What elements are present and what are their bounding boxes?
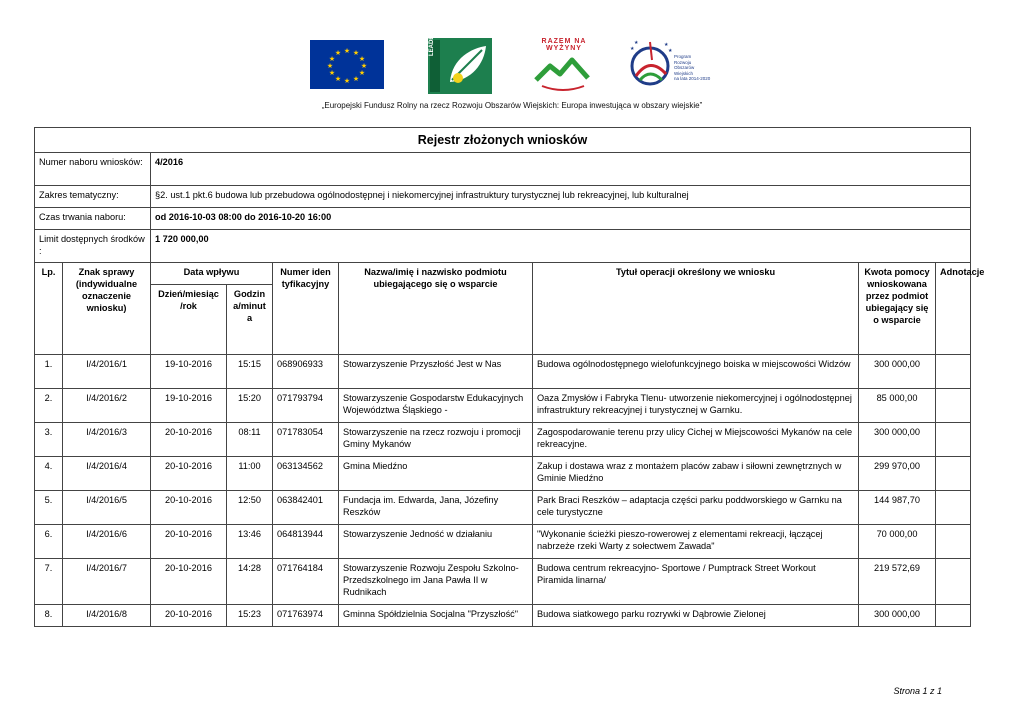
table-row <box>35 457 971 491</box>
cell-adnotacje <box>936 605 971 627</box>
cell-nazwa: Stowarzyszenie Przyszłość Jest w Nas <box>339 355 533 389</box>
cell-znak: I/4/2016/5 <box>63 491 151 525</box>
cell-numer: 063842401 <box>273 491 339 525</box>
prow-emblem-icon <box>628 36 674 94</box>
header-tytul-operacji: Tytuł operacji określony we wniosku <box>533 263 859 355</box>
title-row <box>35 128 971 153</box>
cell-dzien: 19-10-2016 <box>151 389 227 423</box>
cell-dzien: 20-10-2016 <box>151 525 227 559</box>
table-row <box>35 559 971 605</box>
cell-numer: 071783054 <box>273 423 339 457</box>
cell-lp: 2. <box>35 389 63 423</box>
cell-adnotacje <box>936 355 971 389</box>
svg-text:★: ★ <box>328 69 336 77</box>
cell-numer: 063134562 <box>273 457 339 491</box>
info-row-limit <box>35 230 971 263</box>
cell-lp: 7. <box>35 559 63 605</box>
prow-line-3: Obszarów <box>674 65 695 71</box>
nabor-value: 4/2016 <box>151 153 971 186</box>
cell-tytul: Zagospodarowanie terenu przy ulicy Cichej w Miejscowości Mykanów na cele rekreacyjne. <box>533 423 859 457</box>
prow-line-4: Wiejskich <box>674 70 694 76</box>
svg-text:★: ★ <box>334 49 342 57</box>
cell-dzien: 20-10-2016 <box>151 491 227 525</box>
cell-godzina: 13:46 <box>227 525 273 559</box>
svg-text:★: ★ <box>343 77 351 85</box>
header-adnotacje: Adnotacje <box>936 263 971 355</box>
limit-label: Limit dostępnych środków : <box>35 230 151 263</box>
table-row <box>35 525 971 559</box>
cell-tytul: "Wykonanie ścieżki pieszo-rowerowej z elementami rekreacji, łączącej nabrzeże rzeki Warty z sołectwem Zawada" <box>533 525 859 559</box>
cell-kwota: 300 000,00 <box>859 605 936 627</box>
svg-text:★: ★ <box>630 46 635 52</box>
cell-godzina: 11:00 <box>227 457 273 491</box>
cell-kwota: 144 987,70 <box>859 491 936 525</box>
prow-logo <box>628 36 714 94</box>
table-row <box>35 491 971 525</box>
cell-godzina: 08:11 <box>227 423 273 457</box>
svg-text:★: ★ <box>343 47 351 55</box>
svg-text:★: ★ <box>328 55 336 63</box>
svg-text:★: ★ <box>360 62 368 70</box>
czas-value: od 2016-10-03 08:00 do 2016-10-20 16:00 <box>151 208 971 230</box>
logo-strip <box>0 36 1024 96</box>
cell-nazwa: Fundacja im. Edwarda, Jana, Józefiny Reszków <box>339 491 533 525</box>
registry-table <box>34 127 985 627</box>
svg-text:★: ★ <box>326 62 334 70</box>
cell-lp: 3. <box>35 423 63 457</box>
svg-text:★: ★ <box>358 69 366 77</box>
eu-stars-icon <box>310 40 384 89</box>
cell-tytul: Park Braci Reszków – adaptacja części parku poddworskiego w Garnku na cele turystyczne <box>533 491 859 525</box>
program-motto: „Europejski Fundusz Rolny na rzecz Rozwoju Obszarów Wiejskich: Europa inwestująca w obszary wiejskie” <box>321 101 703 110</box>
cell-lp: 8. <box>35 605 63 627</box>
cell-tytul: Oaza Zmysłów i Fabryka Tlenu- utworzenie niekomercyjnej i ogólnodostępnej infrastruktury rekreacyjnej i turystycznej w Garnku. <box>533 389 859 423</box>
prow-line-2: Rozwoju <box>674 59 692 65</box>
prow-line-1: Program <box>674 54 692 59</box>
zakres-label: Zakres tematyczny: <box>35 186 151 208</box>
razem-na-wyzyny-logo <box>526 36 600 94</box>
cell-lp: 1. <box>35 355 63 389</box>
leader-leaf-icon <box>428 38 492 94</box>
cell-adnotacje <box>936 389 971 423</box>
cell-znak: I/4/2016/4 <box>63 457 151 491</box>
cell-znak: I/4/2016/8 <box>63 605 151 627</box>
cell-dzien: 20-10-2016 <box>151 423 227 457</box>
cell-numer: 068906933 <box>273 355 339 389</box>
cell-nazwa: Stowarzyszenie Jedność w działaniu <box>339 525 533 559</box>
cell-godzina: 14:28 <box>227 559 273 605</box>
cell-nazwa: Stowarzyszenie na rzecz rozwoju i promocji Gminy Mykanów <box>339 423 533 457</box>
cell-godzina: 15:20 <box>227 389 273 423</box>
header-row-1 <box>35 263 971 285</box>
cell-dzien: 20-10-2016 <box>151 559 227 605</box>
table-row <box>35 355 971 389</box>
header-kwota-pomocy: Kwota pomocy wnioskowana przez podmiot ubiegający się o wsparcie <box>859 263 936 355</box>
header-numer-identyfikacyjny: Numer iden tyfikacyjny <box>273 263 339 355</box>
info-row-czas <box>35 208 971 230</box>
cell-tytul: Zakup i dostawa wraz z montażem placów zabaw i siłowni zewnętrznych w Gminie Miedźno <box>533 457 859 491</box>
cell-znak: I/4/2016/3 <box>63 423 151 457</box>
table-row <box>35 605 971 627</box>
cell-znak: I/4/2016/6 <box>63 525 151 559</box>
svg-text:★: ★ <box>358 55 366 63</box>
cell-adnotacje <box>936 491 971 525</box>
svg-text:★: ★ <box>352 49 360 57</box>
cell-adnotacje <box>936 423 971 457</box>
page-number: Strona 1 z 1 <box>893 686 942 696</box>
limit-value: 1 720 000,00 <box>151 230 971 263</box>
cell-numer: 071763974 <box>273 605 339 627</box>
nabor-label: Numer naboru wniosków: <box>35 153 151 186</box>
cell-nazwa: Gminna Spółdzielnia Socjalna "Przyszłość" <box>339 605 533 627</box>
info-row-nabor <box>35 153 971 186</box>
cell-dzien: 19-10-2016 <box>151 355 227 389</box>
cell-lp: 6. <box>35 525 63 559</box>
info-row-zakres <box>35 186 971 208</box>
cell-nazwa: Stowarzyszenie Gospodarstw Edukacyjnych Województwa Śląskiego - <box>339 389 533 423</box>
prow-text <box>674 54 710 82</box>
cell-numer: 064813944 <box>273 525 339 559</box>
cell-adnotacje <box>936 457 971 491</box>
cell-tytul: Budowa ogólnodostępnego wielofunkcyjnego boiska w miejscowości Widzów <box>533 355 859 389</box>
registry-title: Rejestr złożonych wniosków <box>35 128 971 153</box>
prow-line-5: na lata 2014-2020 <box>674 76 711 82</box>
cell-dzien: 20-10-2016 <box>151 605 227 627</box>
svg-text:★: ★ <box>664 42 669 48</box>
cell-kwota: 219 572,69 <box>859 559 936 605</box>
razem-text: RAZEM NA WYŻYNY <box>541 38 587 52</box>
header-lp: Lp. <box>35 263 63 355</box>
cell-adnotacje <box>936 525 971 559</box>
table-row <box>35 389 971 423</box>
cell-tytul: Budowa siatkowego parku rozrywki w Dąbrowie Zielonej <box>533 605 859 627</box>
cell-godzina: 12:50 <box>227 491 273 525</box>
leader-logo <box>428 38 492 94</box>
cell-godzina: 15:15 <box>227 355 273 389</box>
header-znak-sprawy: Znak sprawy (indywidualne oznaczenie wniosku) <box>63 263 151 355</box>
cell-nazwa: Gmina Miedźno <box>339 457 533 491</box>
header-godzina: Godzin a/minut a <box>227 285 273 355</box>
cell-znak: I/4/2016/1 <box>63 355 151 389</box>
cell-kwota: 85 000,00 <box>859 389 936 423</box>
cell-adnotacje <box>936 559 971 605</box>
cell-kwota: 300 000,00 <box>859 355 936 389</box>
cell-kwota: 300 000,00 <box>859 423 936 457</box>
header-data-wplywu: Data wpływu <box>151 263 273 285</box>
cell-tytul: Budowa centrum rekreacyjno- Sportowe / Pumptrack Street Workout Piramida linarna/ <box>533 559 859 605</box>
header-nazwa-podmiotu: Nazwa/imię i nazwisko podmiotu ubiegającego się o wsparcie <box>339 263 533 355</box>
cell-lp: 4. <box>35 457 63 491</box>
cell-dzien: 20-10-2016 <box>151 457 227 491</box>
cell-numer: 071764184 <box>273 559 339 605</box>
eu-flag-logo <box>310 40 384 89</box>
header-dzien: Dzień/miesiąc /rok <box>151 285 227 355</box>
svg-text:★: ★ <box>334 75 342 83</box>
cell-godzina: 15:23 <box>227 605 273 627</box>
svg-text:★: ★ <box>668 48 673 54</box>
cell-znak: I/4/2016/2 <box>63 389 151 423</box>
czas-label: Czas trwania naboru: <box>35 208 151 230</box>
table-row <box>35 423 971 457</box>
cell-znak: I/4/2016/7 <box>63 559 151 605</box>
cell-lp: 5. <box>35 491 63 525</box>
cell-kwota: 70 000,00 <box>859 525 936 559</box>
zakres-value: §2. ust.1 pkt.6 budowa lub przebudowa ogólnodostępnej i niekomercyjnej infrastruktury turystycznej lub rekreacyjnej, lub kulturalnej <box>151 186 971 208</box>
svg-text:★: ★ <box>634 40 639 46</box>
cell-numer: 071793794 <box>273 389 339 423</box>
cell-nazwa: Stowarzyszenie Rozwoju Zespołu Szkolno-Przedszkolnego im Jana Pawła II w Rudnikach <box>339 559 533 605</box>
svg-text:★: ★ <box>352 75 360 83</box>
cell-kwota: 299 970,00 <box>859 457 936 491</box>
